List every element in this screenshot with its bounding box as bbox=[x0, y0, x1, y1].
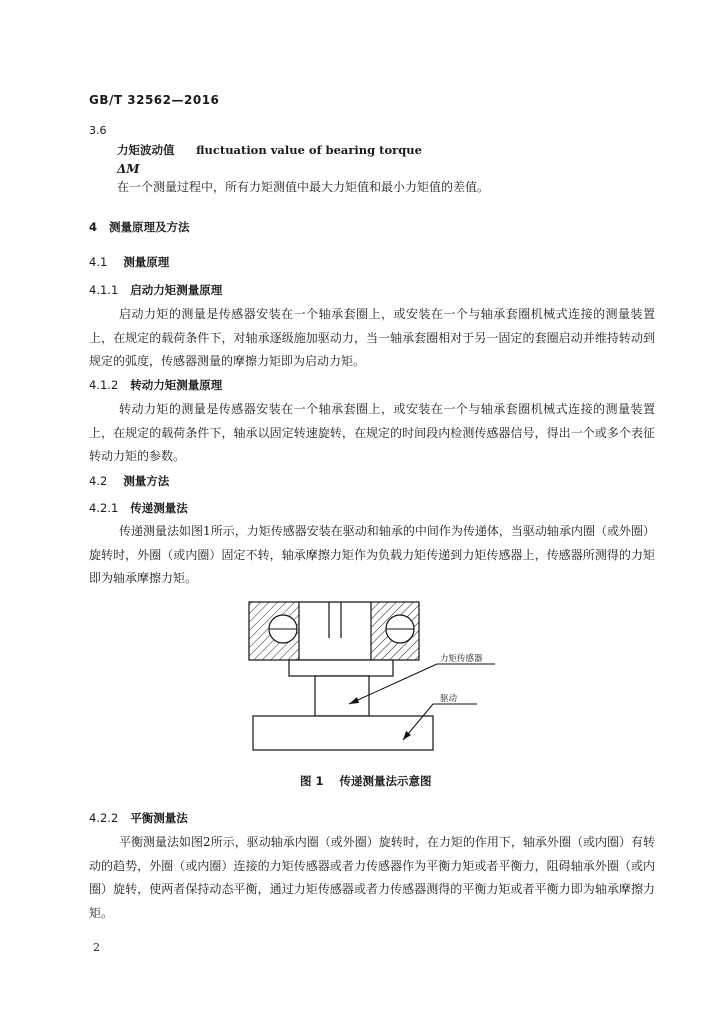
section-4-2-2-body: 平衡测量法如图2所示，驱动轴承内圈（或外圈）旋转时，在力矩的作用下，轴承外圈（或内圈）有转动的趋势，外圈（或内圈）连接的力矩传感器或者力传感器作为平衡力矩或者平衡力，阻碍轴承外圈（或内圈）旋转，使两者保持动态平衡，通过力矩传感器或者力传感器测得的平衡力矩或者平衡力即为轴承摩擦力矩。 bbox=[89, 835, 655, 920]
section-4-1-title: 测量原理 bbox=[123, 255, 170, 269]
torque-sensor-block bbox=[289, 660, 393, 676]
figure-1-diagram bbox=[237, 600, 501, 762]
section-4-1-2-number: 4.1.2 bbox=[89, 378, 119, 392]
section-4-1-2-title: 转动力矩测量原理 bbox=[130, 378, 223, 392]
section-4-2-heading bbox=[89, 473, 169, 489]
label-drive: 驱动 bbox=[440, 694, 458, 704]
label-torque-sensor: 力矩传感器 bbox=[440, 654, 483, 664]
section-4-1-1-heading bbox=[89, 282, 222, 298]
section-4-1-1-number: 4.1.1 bbox=[89, 283, 119, 297]
section-4-1-1-title: 启动力矩测量原理 bbox=[130, 283, 223, 297]
section-4-1-number: 4.1 bbox=[89, 255, 108, 269]
page-number: 2 bbox=[93, 941, 100, 954]
drive-column bbox=[315, 676, 369, 716]
section-4-2-title: 测量方法 bbox=[123, 474, 170, 488]
term-definition: 在一个测量过程中，所有力矩测值中最大力矩值和最小力矩值的差值。 bbox=[117, 180, 490, 194]
bearing-left-section bbox=[249, 602, 299, 660]
section-4-2-1-body: 传递测量法如图1所示，力矩传感器安装在驱动和轴承的中间作为传递体，当驱动轴承内圈（或外圈）旋转时，外圈（或内圈）固定不转，轴承摩擦力矩作为负载力矩传递到力矩传感器上，传感器所测得的力矩即为轴承摩擦力矩。 bbox=[89, 524, 655, 585]
section-4-2-number: 4.2 bbox=[89, 474, 108, 488]
section-4-2-2-title: 平衡测量法 bbox=[130, 811, 188, 825]
figure-1-caption: 图 1 传递测量法示意图 bbox=[300, 774, 432, 788]
shaft bbox=[299, 602, 371, 660]
section-4-2-1-title: 传递测量法 bbox=[130, 501, 188, 515]
standard-number: GB/T 32562—2016 bbox=[89, 93, 220, 107]
section-4-1-heading bbox=[89, 254, 169, 270]
section-4-1-2-body: 转动力矩的测量是传感器安装在一个轴承套圈上，或安装在一个与轴承套圈机械式连接的测量装置上，在规定的载荷条件下，轴承以固定转速旋转，在规定的时间段内检测传感器信号，得出一个或多个表征转动力矩的参数。 bbox=[89, 402, 655, 463]
section-4-title: 测量原理及方法 bbox=[109, 220, 190, 234]
section-3-6-number: 3.6 bbox=[89, 124, 107, 137]
section-4-2-1-number: 4.2.1 bbox=[89, 501, 119, 515]
section-4-heading bbox=[89, 219, 190, 235]
term-cn: 力矩波动值 bbox=[117, 143, 175, 157]
section-4-1-1-body: 启动力矩的测量是传感器安装在一个轴承套圈上，或安装在一个与轴承套圈机械式连接的测量装置上，在规定的载荷条件下，对轴承逐级施加驱动力，当一轴承套圈相对于另一固定的套圈启动并维持转动到规定的弧度，传感器测量的摩擦力矩即为启动力矩。 bbox=[89, 307, 655, 368]
section-4-2-1-heading bbox=[89, 500, 188, 516]
section-4-2-2-heading bbox=[89, 810, 188, 826]
term-en: fluctuation value of bearing torque bbox=[196, 143, 422, 157]
bearing-right-section bbox=[371, 602, 419, 660]
term-symbol: ΔM bbox=[117, 162, 140, 176]
section-4-2-2-number: 4.2.2 bbox=[89, 811, 119, 825]
section-4-1-2-heading bbox=[89, 377, 222, 393]
term-entry bbox=[117, 138, 422, 162]
section-4-number: 4 bbox=[89, 220, 98, 234]
